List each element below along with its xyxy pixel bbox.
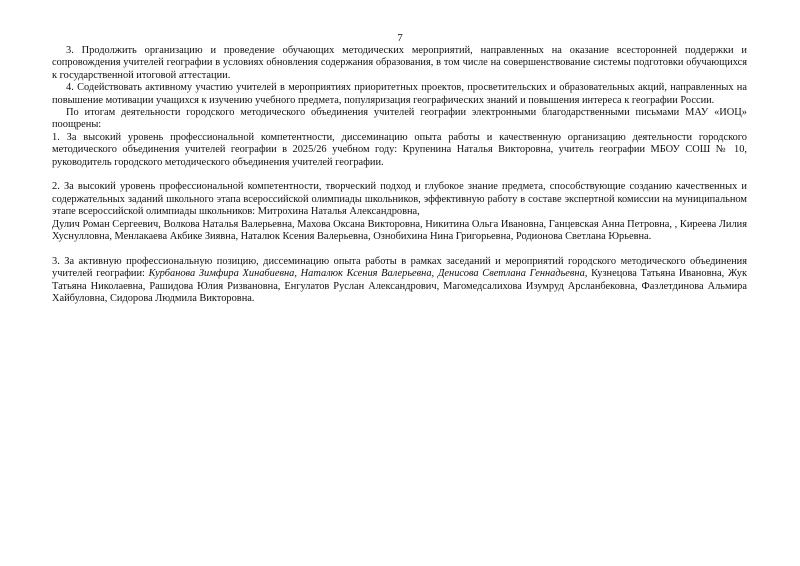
award-paragraph-3 [52, 256, 747, 306]
award-paragraph-2: 2. За высокий уровень профессиональной компетентности, творческий подход и глубокое знание предмета, способствующие созданию качественных и содержательных заданий школьного этапа всероссийской олимпиады школьников, эффективную работу в составе экспертной комиссии на муниципальном этапе всероссийской олимпиады школьников: Митрохина Наталья Александровна, [52, 181, 747, 218]
paragraph-gap [52, 169, 747, 181]
award-3-intro: 3. За активную профессиональную позицию, диссеминацию опыта работы в рамках заседаний и мероприятий городского методического объединения учителей географии: [52, 255, 747, 280]
award-3-italic-names: Курбанова Зимфира Хинабиевна, Наталюк Ксения Валерьевна, Денисова Светлана Геннадьевна, [148, 268, 588, 280]
award-paragraph-2-names: Дулич Роман Сергеевич, Волкова Наталья Валерьевна, Махова Оксана Викторовна, Никитина Ольга Ивановна, Ганцевская Анна Петровна, , Киреева Лилия Хуснулловна, Менлакаева Акбике Зиявна, Наталюк Ксения Валерьевна, Ознобихина Нина Григорьевна, Родионова Светлана Юрьевна. [52, 218, 747, 243]
document-body [52, 45, 747, 306]
page-number: 7 [397, 32, 403, 44]
paragraph-gap [52, 243, 747, 255]
award-paragraph-1: 1. За высокий уровень профессиональной компетентности, диссеминацию опыта работы и качественную организацию деятельности городского методического объединения учителей географии в 2025/26 учебном году: Крупенина Наталья Викторовна, учитель географии МБОУ СОШ № 10, руководитель городского методического объединения учителей географии. [52, 131, 747, 168]
paragraph-item-3: 3. Продолжить организацию и проведение обучающих методических мероприятий, направленных на оказание всесторонней поддержки и сопровождения учителей географии в условиях обновления содержания образования, в том числе на совершенствование системы подготовки обучающихся к государственной итоговой аттестации. [52, 45, 747, 81]
paragraph-summary: По итогам деятельности городского методического объединения учителей географии электронными благодарственными письмами МАУ «ИОЦ» поощрены: [52, 107, 747, 131]
paragraph-item-4: 4. Содействовать активному участию учителей в мероприятиях приоритетных проектов, просветительских и образовательных акций, направленных на повышение мотивации учащихся к изучению учебного предмета, популяризация географических знаний и повышения интереса к географии России. [52, 82, 747, 106]
award-3-rest: Кузнецова Татьяна Ивановна, Жук Татьяна Николаевна, Рашидова Юлия Ризвановна, Енгулатов Руслан Александрович, Магомедсалихова Изумруд Арсланбековна, Фазлетдинова Альмира Хайбуловна, Сидорова Людмила Викторовна. [52, 268, 747, 305]
